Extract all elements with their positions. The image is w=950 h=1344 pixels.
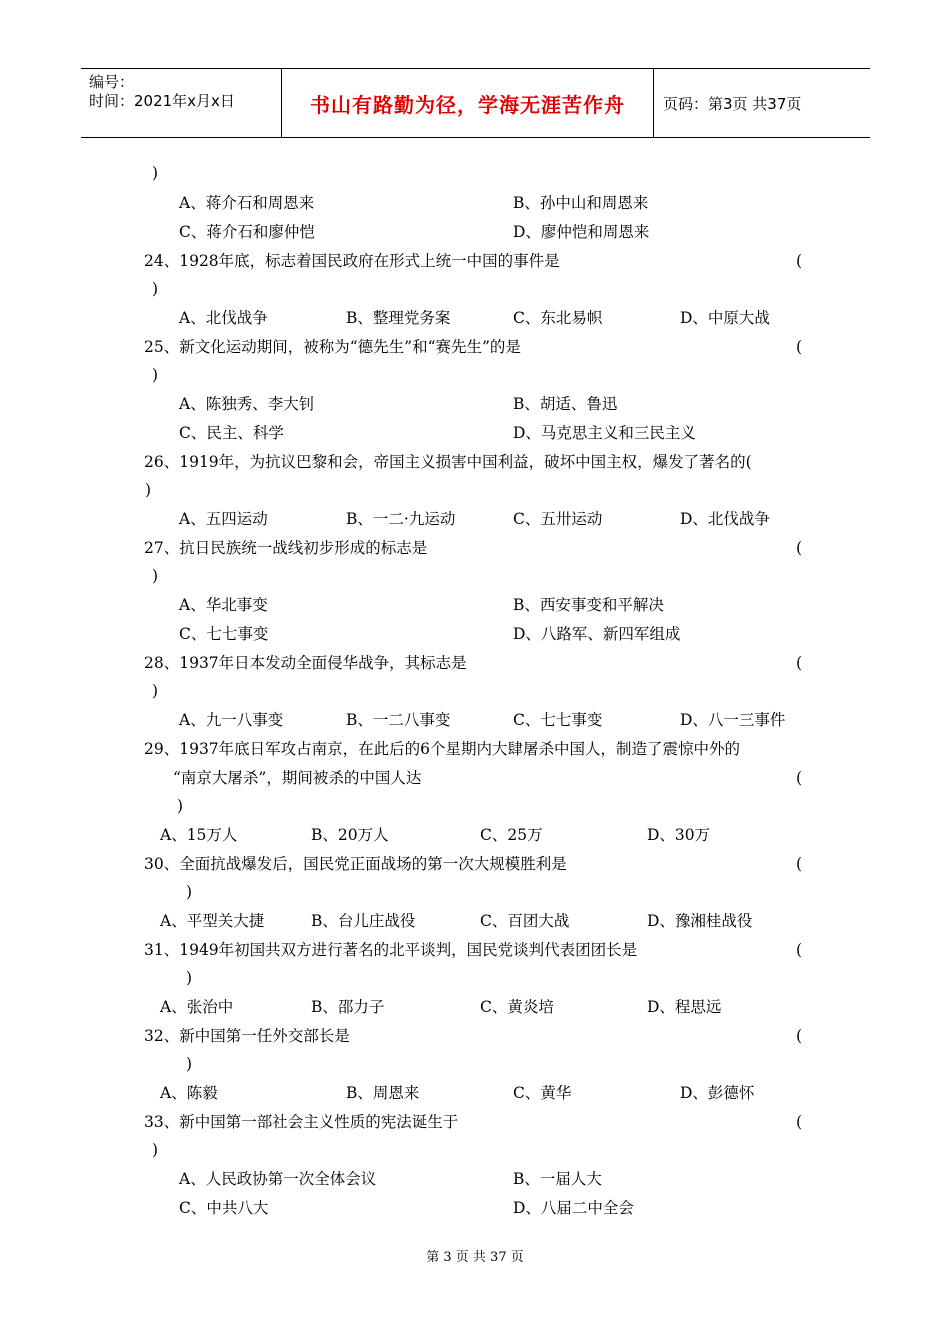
option: B、一二八事变 [346,711,451,729]
option: C、蒋介石和廖仲恺 [179,223,315,241]
paren-close: ) [152,1141,159,1159]
page-label: 页码：第3页 共37页 [663,94,802,113]
option: A、15万人 [160,826,238,844]
option: B、一届人大 [513,1170,602,1188]
question-31: 31、1949年初国共双方进行著名的北平谈判，国民党谈判代表团团长是 [144,941,638,959]
paren-close: ) [177,797,184,815]
option: D、中原大战 [680,309,770,327]
option: A、人民政协第一次全体会议 [179,1170,377,1188]
paren-close: ) [186,969,193,987]
option: A、平型关大捷 [160,912,265,930]
page-header [81,68,870,138]
question-27: 27、抗日民族统一战线初步形成的标志是 [144,539,428,557]
question-29: 29、1937年底日军攻占南京，在此后的6个星期内大肆屠杀中国人，制造了震惊中外的 [144,740,741,758]
option: C、25万 [480,826,543,844]
option: C、黄炎培 [480,998,554,1016]
option: A、五四运动 [179,510,268,528]
question-32: 32、新中国第一任外交部长是 [144,1027,350,1045]
paren-close: ) [152,366,159,384]
option: D、马克思主义和三民主义 [513,424,696,442]
option: C、百团大战 [480,912,570,930]
option: B、胡适、鲁迅 [513,395,618,413]
option: B、邵力子 [311,998,385,1016]
option: B、一二·九运动 [346,510,456,528]
option: C、五卅运动 [513,510,603,528]
option: D、豫湘桂战役 [647,912,753,930]
paren-open: ( [796,539,803,557]
question-28: 28、1937年日本发动全面侵华战争，其标志是 [144,654,467,672]
paren-close: ) [186,1055,193,1073]
option: D、彭德怀 [680,1084,755,1102]
option: D、程思远 [647,998,722,1016]
paren-open: ( [796,1027,803,1045]
option: D、八一三事件 [680,711,786,729]
option: C、中共八大 [179,1199,269,1217]
option: D、八届二中全会 [513,1199,634,1217]
option: D、30万 [647,826,711,844]
paren-open: ( [796,941,803,959]
paren-close: ) [152,567,159,585]
paren-close: ) [152,682,159,700]
question-25: 25、新文化运动期间，被称为“德先生”和“赛先生”的是 [144,338,521,356]
option: A、陈独秀、李大钊 [179,395,315,413]
option: B、周恩来 [346,1084,420,1102]
option: B、孙中山和周恩来 [513,194,649,212]
time-label: 时间：2021年x月x日 [89,92,235,110]
paren-close: ) [145,481,152,499]
paren-close: ) [152,280,159,298]
paren-open: ( [796,1113,803,1131]
question-26: 26、1919年，为抗议巴黎和会，帝国主义损害中国利益，破坏中国主权，爆发了著名的( [144,453,752,471]
option: B、西安事变和平解决 [513,596,664,614]
option: C、七七事变 [513,711,603,729]
option: B、整理党务案 [346,309,451,327]
paren-open: ( [796,654,803,672]
paren-open: ( [796,769,803,787]
option: A、蒋介石和周恩来 [179,194,315,212]
header-divider [653,69,654,137]
question-29-cont: “南京大屠杀”，期间被杀的中国人达 [173,769,422,787]
option: C、民主、科学 [179,424,284,442]
question-33: 33、新中国第一部社会主义性质的宪法诞生于 [144,1113,459,1131]
paren-open: ( [796,252,803,270]
header-meta [89,73,235,111]
option: D、八路军、新四军组成 [513,625,681,643]
option: D、北伐战争 [680,510,770,528]
paren-open: ( [796,338,803,356]
option: D、廖仲恺和周恩来 [513,223,650,241]
option: A、九一八事变 [179,711,284,729]
paren-close: ) [152,164,159,182]
option: C、东北易帜 [513,309,603,327]
option: B、20万人 [311,826,389,844]
question-24: 24、1928年底，标志着国民政府在形式上统一中国的事件是 [144,252,560,270]
option: A、北伐战争 [179,309,268,327]
question-30: 30、全面抗战爆发后，国民党正面战场的第一次大规模胜利是 [144,855,567,873]
paren-open: ( [796,855,803,873]
paren-close: ) [186,883,193,901]
option: A、张治中 [160,998,234,1016]
option: C、七七事变 [179,625,269,643]
option: C、黄华 [513,1084,572,1102]
option: B、台儿庄战役 [311,912,416,930]
number-label: 编号： [89,73,135,91]
page-footer: 第 3 页 共 37 页 [426,1250,524,1265]
header-motto: 书山有路勤为径，学海无涯苦作舟 [310,92,625,117]
option: A、华北事变 [179,596,268,614]
option: A、陈毅 [160,1084,218,1102]
